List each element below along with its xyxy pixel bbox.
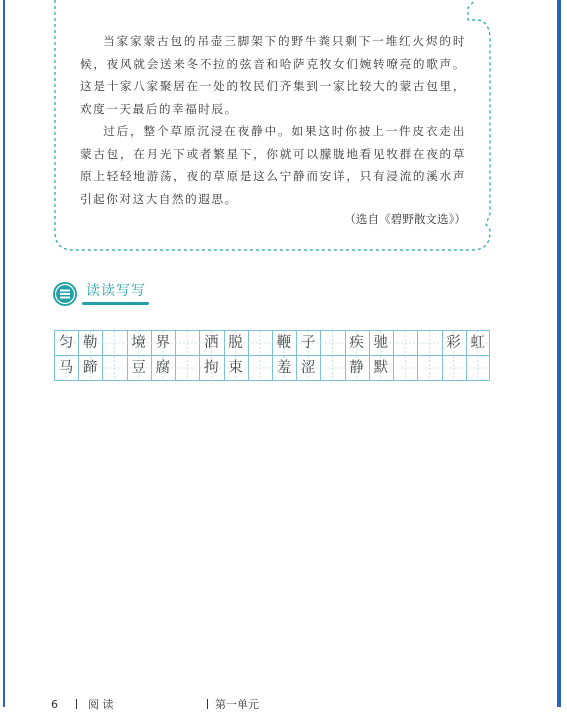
practice-character: 匀 (58, 335, 74, 351)
section-title-underline (82, 302, 149, 305)
passage-paragraph-1: 当家家蒙古包的吊壶三脚架下的野牛粪只剩下一堆红火烬的时候，夜风就会送来冬不拉的弦音和哈萨克牧女们婉转嘹亮的歌声。这是十家八家聚居在一处的牧民们齐集到一家比较大的蒙古包里，欢度一天最后的幸福时辰。 (80, 34, 466, 116)
footer-unit-label: 第一单元 (215, 698, 259, 711)
practice-character: 子 (300, 335, 316, 351)
practice-character: 马 (58, 360, 74, 376)
practice-character: 默 (373, 360, 389, 376)
footer-section-label: 阅 读 (88, 698, 114, 711)
passage-source: （选自《碧野散文选》） (344, 212, 466, 226)
footer-separator (207, 699, 208, 709)
page-border-left (3, 0, 5, 707)
practice-character: 界 (155, 335, 171, 351)
practice-character: 羞 (276, 360, 292, 376)
practice-character: 洒 (204, 335, 219, 351)
section-title: 读读写写 (86, 283, 146, 299)
practice-character: 勒 (82, 335, 98, 351)
practice-character: 脱 (228, 335, 243, 351)
practice-character: 驰 (373, 335, 389, 351)
practice-character: 静 (349, 360, 364, 376)
passage-paragraph-2: 过后，整个草原沉浸在夜静中。如果这时你披上一件皮衣走出蒙古包，在月光下或者繁星下，你就可以朦胧地看见牧群在夜的草原上轻轻地游荡，夜的草原是这么宁静而安详，只有浸流的溪水声引起你对这大自然的遐思。 (80, 124, 466, 206)
practice-character: 疾 (349, 335, 364, 351)
passage-text (80, 30, 466, 210)
practice-character: 境 (131, 335, 146, 351)
practice-character: 腐 (155, 360, 171, 376)
practice-character: 豆 (131, 360, 146, 376)
practice-character: 束 (228, 360, 243, 376)
footer-separator (76, 699, 77, 709)
practice-character: 虹 (470, 335, 486, 351)
practice-character: 鞭 (276, 335, 292, 351)
list-lines-icon (52, 281, 78, 307)
practice-character: 彩 (446, 335, 461, 351)
page-border-right (557, 0, 561, 707)
practice-character: 蹄 (82, 360, 98, 376)
practice-character: 涩 (300, 360, 316, 376)
practice-character: 拘 (204, 360, 219, 376)
page-number: 6 (51, 698, 58, 711)
